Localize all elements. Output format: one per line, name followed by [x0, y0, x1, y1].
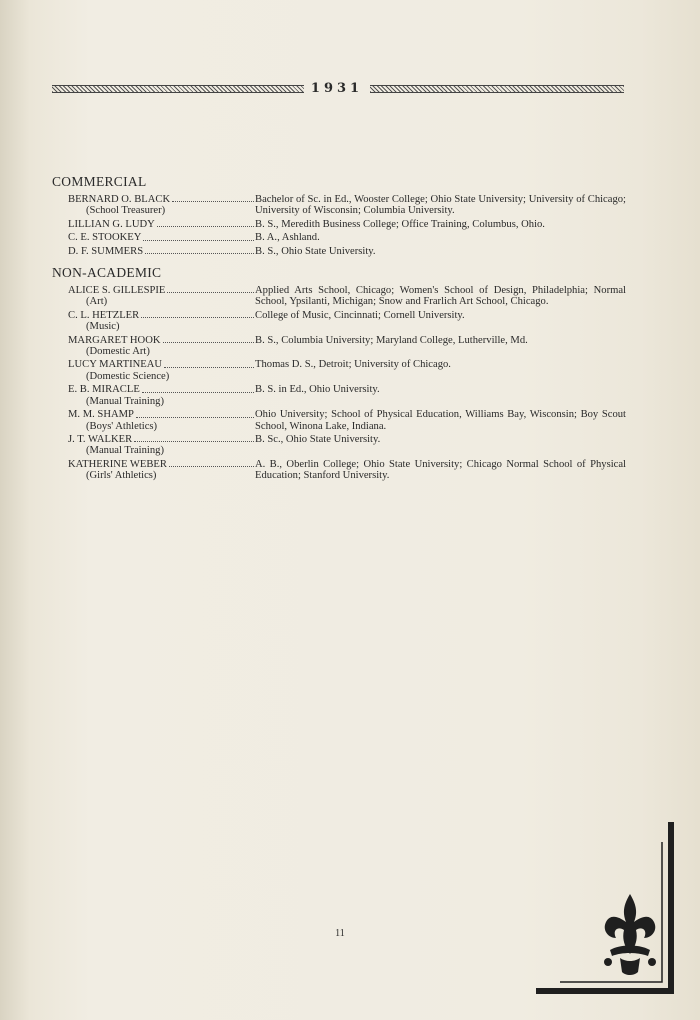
faculty-name: ALICE S. GILLESPIE: [68, 285, 166, 297]
faculty-name: M. M. SHAMP: [68, 409, 134, 421]
section-non-academic: [52, 265, 626, 482]
faculty-name: C. L. HETZLER: [68, 309, 140, 321]
faculty-name-column: [52, 194, 255, 217]
faculty-name-column: [52, 285, 255, 308]
faculty-role: (Domestic Art): [86, 346, 150, 358]
faculty-role: (Domestic Science): [86, 370, 170, 382]
faculty-entry: [52, 285, 626, 308]
faculty-name: J. T. WALKER: [68, 433, 133, 445]
faculty-name-column: [52, 409, 255, 432]
faculty-name: LILLIAN G. LUDY: [68, 218, 155, 230]
faculty-entry: [52, 246, 626, 257]
leader-dots: [143, 240, 254, 241]
faculty-name: LUCY MARTINEAU: [68, 359, 163, 371]
faculty-education: Applied Arts School, Chicago; Women's School of Design, Philadelphia; Normal School, Ypsilanti, Michigan; Snow and Frarlich Art School, Chicago.: [255, 285, 626, 308]
faculty-name-line: [68, 246, 255, 257]
faculty-education: A. B., Oberlin College; Ohio State University; Chicago Normal School of Physical Education; Stanford University.: [255, 458, 626, 482]
faculty-education: B. A., Ashland.: [255, 232, 320, 244]
faculty-education: B. S., Meredith Business College; Office Training, Columbus, Ohio.: [255, 218, 545, 230]
faculty-name-column: [52, 384, 255, 407]
faculty-role: (School Treasurer): [86, 205, 166, 217]
section-title: COMMERCIAL: [52, 174, 147, 189]
faculty-entry: [52, 335, 626, 358]
leader-dots: [134, 441, 254, 442]
section-commercial: [52, 174, 626, 257]
leader-dots: [157, 226, 254, 227]
faculty-name: C. E. STOOKEY: [68, 232, 142, 244]
faculty-education: B. S. in Ed., Ohio University.: [255, 384, 380, 396]
faculty-name-line: [68, 194, 255, 205]
faculty-name-line: [68, 459, 255, 470]
faculty-name-line: [68, 232, 255, 243]
faculty-entry: [52, 409, 626, 432]
faculty-name-column: [52, 219, 255, 230]
faculty-education: Thomas D. S., Detroit; University of Chicago.: [255, 359, 451, 371]
faculty-name: E. B. MIRACLE: [68, 384, 140, 396]
faculty-entry: [52, 359, 626, 382]
faculty-education: College of Music, Cincinnati; Cornell University.: [255, 309, 465, 321]
faculty-name-column: [52, 434, 255, 457]
faculty-role: (Manual Training): [86, 395, 164, 407]
faculty-education: B. S., Columbia University; Maryland College, Lutherville, Md.: [255, 334, 528, 346]
leader-dots: [169, 466, 254, 467]
faculty-name: BERNARD O. BLACK: [68, 194, 171, 205]
header-rule-right: [370, 85, 624, 93]
leader-dots: [163, 342, 254, 343]
faculty-education: Ohio University; School of Physical Education, Williams Bay, Wisconsin; Boy Scout School, Winona Lake, Indiana.: [255, 409, 626, 432]
leader-dots: [172, 201, 254, 202]
faculty-entry: [52, 384, 626, 407]
leader-dots: [145, 253, 254, 254]
faculty-name-column: [52, 246, 255, 257]
leader-dots: [167, 292, 254, 293]
faculty-name-line: [68, 335, 255, 346]
faculty-role: (Boys' Athletics): [86, 420, 158, 432]
faculty-role: (Art): [86, 296, 108, 308]
faculty-entry: [52, 434, 626, 457]
faculty-entry: [52, 232, 626, 243]
faculty-entry: [52, 219, 626, 230]
faculty-role: (Music): [86, 321, 120, 333]
faculty-entry: [52, 459, 626, 482]
header-rule-left: [52, 85, 304, 93]
faculty-role: (Girls' Athletics): [86, 470, 157, 482]
faculty-education: B. Sc., Ohio State University.: [255, 433, 381, 445]
faculty-name-line: [68, 434, 255, 445]
faculty-name-column: [52, 359, 255, 382]
faculty-name-line: [68, 310, 255, 321]
faculty-name: MARGARET HOOK: [68, 334, 161, 346]
faculty-education: Bachelor of Sc. in Ed., Wooster College; Ohio State University; University of Chicago; University of Wisconsin; Columbia University.: [255, 194, 626, 217]
leader-dots: [136, 417, 254, 418]
faculty-listing: [52, 174, 626, 482]
faculty-name-column: [52, 232, 255, 243]
faculty-education: B. S., Ohio State University.: [255, 245, 376, 257]
faculty-name-column: [52, 335, 255, 358]
section-title: NON-ACADEMIC: [52, 265, 162, 281]
faculty-name-column: [52, 459, 255, 482]
faculty-name: KATHERINE WEBER: [68, 458, 167, 470]
leader-dots: [142, 392, 254, 393]
faculty-name-line: [68, 285, 255, 296]
faculty-name: D. F. SUMMERS: [68, 245, 144, 257]
faculty-entry: [52, 194, 626, 217]
header-year: 1931: [310, 81, 364, 96]
faculty-name-column: [52, 310, 255, 333]
leader-dots: [164, 367, 254, 368]
faculty-name-line: [68, 359, 255, 370]
leader-dots: [141, 317, 254, 318]
faculty-name-line: [68, 384, 255, 395]
faculty-name-line: [68, 219, 255, 230]
faculty-entry: [52, 310, 626, 333]
faculty-name-line: [68, 409, 255, 420]
faculty-role: (Manual Training): [86, 445, 164, 457]
fleur-de-lis-corner-ornament-icon: [530, 812, 680, 1002]
page-number: 11: [335, 928, 345, 939]
page-header: [52, 80, 624, 98]
